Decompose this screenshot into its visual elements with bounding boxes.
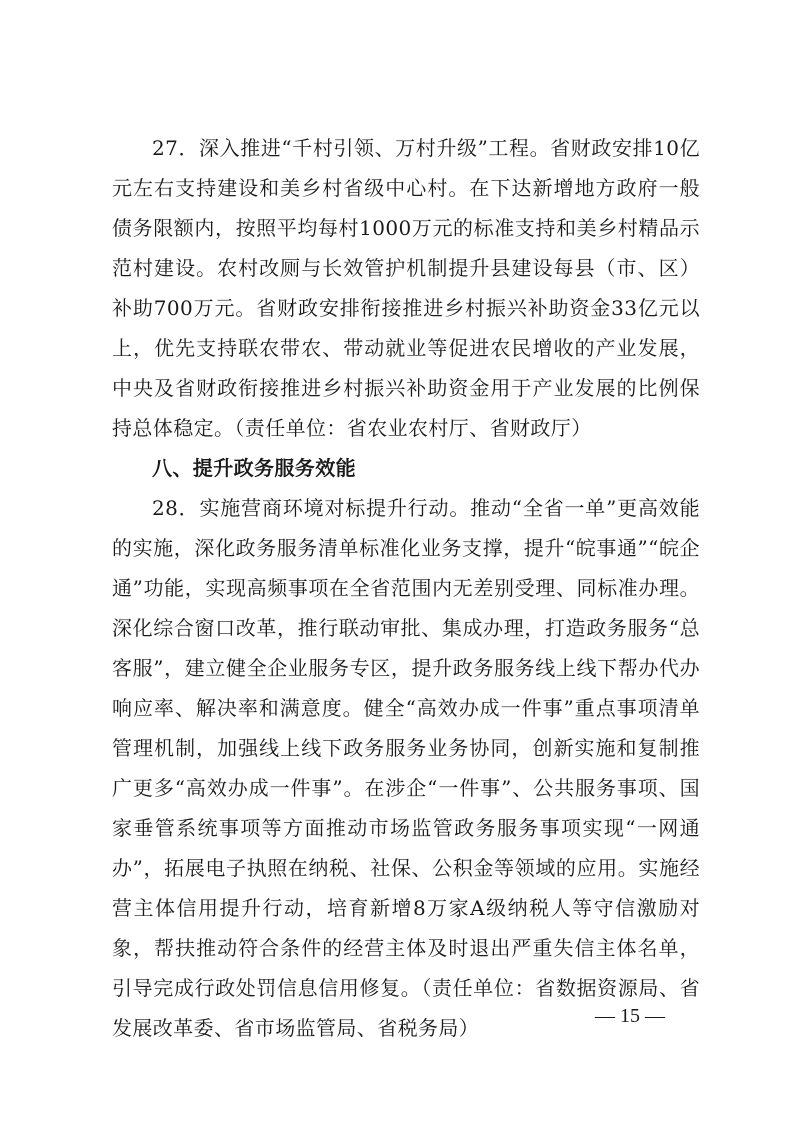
paragraph-item-27: 27．深入推进“千村引领、万村升级”工程。省财政安排10亿元左右支持建设和美乡村省级中心村。在下达新增地方政府一般债务限额内，按照平均每村1000万元的标准支持和美乡村精品示范村建设。农村改厕与长效管护机制提升县建设每县（市、区）补助700万元。省财政安排衔接推进乡村振兴补助资金33亿元以上，优先支持联农带农、带动就业等促进农民增收的产业发展，中央及省财政衔接推进乡村振兴补助资金用于产业发展的比例保持总体稳定。（责任单位：省农业农村厅、省财政厅） bbox=[112, 136, 700, 440]
page-number: — 15 — bbox=[595, 1005, 665, 1027]
section-heading: 八、提升政务服务效能 bbox=[152, 456, 356, 480]
paragraph-item-28: 28．实施营商环境对标提升行动。推动“全省一单”更高效能的实施，深化政务服务清单标准化业务支撑，提升“皖事通”“皖企通”功能，实现高频事项在全省范围内无差别受理、同标准办理。深化综合窗口改革，推行联动审批、集成办理，打造政务服务“总客服”，建立健全企业服务专区，提升政务服务线上线下帮办代办响应率、解决率和满意度。健全“高效办成一件事”重点事项清单管理机制，加强线上线下政务服务业务协同，创新实施和复制推广更多“高效办成一件事”。在涉企“一件事”、公共服务事项、国家垂管系统事项等方面推动市场监管政务服务事项实现“一网通办”，拓展电子执照在纳税、社保、公积金等领域的应用。实施经营主体信用提升行动，培育新增8万家A级纳税人等守信激励对象，帮扶推动符合条件的经营主体及时退出严重失信主体名单，引导完成行政处罚信息信用修复。（责任单位：省数据资源局、省发展改革委、省市场监管局、省税务局） bbox=[112, 496, 700, 1040]
document-body bbox=[112, 128, 700, 1048]
